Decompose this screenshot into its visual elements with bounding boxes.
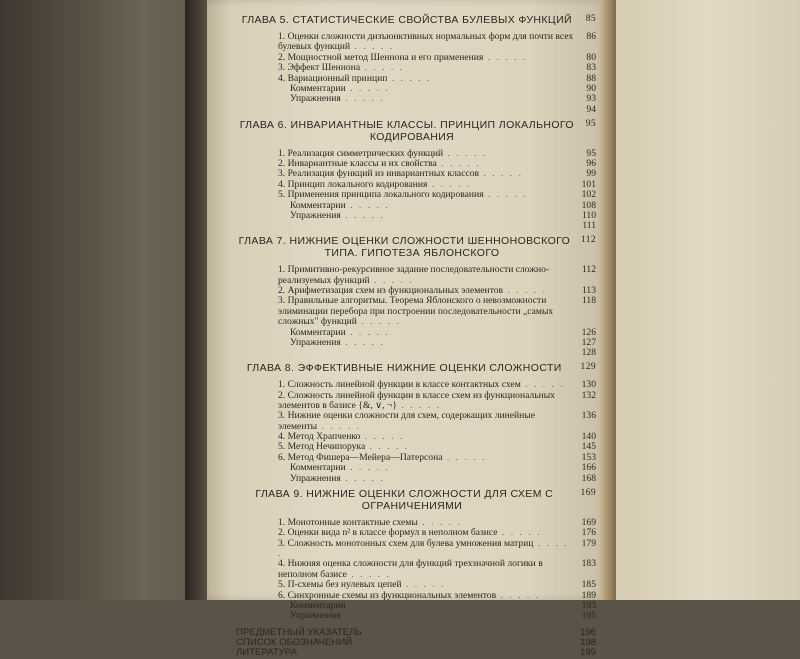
toc-end-page	[228, 348, 596, 358]
toc-entry-page: 118	[581, 295, 596, 307]
toc-entry	[228, 265, 596, 286]
toc-entry	[228, 453, 596, 463]
toc-entry	[228, 591, 596, 601]
leader-dots: . . . . .	[369, 274, 414, 286]
leader-dots: . . . . .	[296, 647, 344, 659]
leader-dots: . . . . .	[417, 517, 462, 528]
toc-entry-page: 153	[581, 451, 596, 463]
toc-entry-page: 80	[586, 51, 596, 63]
leader-dots: . . . . .	[345, 462, 390, 474]
toc-entry-page: 189	[581, 589, 596, 601]
toc-entry-page: 193	[581, 599, 596, 611]
toc-entry-title: 4. Принцип локального кодирования	[278, 178, 428, 190]
chapter-page-number: 95	[585, 118, 596, 129]
toc-entry-title: Комментарии	[290, 199, 346, 211]
leader-dots: . . . . .	[278, 537, 569, 560]
toc-entry-title: 4. Метод Храпченко	[278, 431, 361, 443]
toc-entry-title: 1. Оценки сложности дизъюнктивных нормальных форм для почти всех булевых функций	[278, 31, 574, 53]
toc-entry-page: 86	[586, 31, 596, 43]
leader-dots: . . . . .	[503, 285, 548, 297]
leader-dots: . . . . .	[340, 336, 385, 348]
toc-entry-page: 169	[581, 517, 596, 528]
toc-entry-title: 6. Синхронные схемы из функциональных элементов	[278, 589, 497, 601]
chapter-block	[228, 362, 596, 484]
toc-entry-page: 112	[581, 264, 596, 276]
toc-entry-page: 96	[586, 158, 596, 170]
chapter-title: ГЛАВА 5. СТАТИСТИЧЕСКИЕ СВОЙСТВА БУЛЕВЫХ ФУНКЦИЙ	[241, 14, 572, 26]
toc-entry-title: 2. Инвариантные классы и их свойства	[278, 158, 437, 170]
toc-entry-title: 4. Вариационный принцип	[278, 72, 388, 84]
toc-entry-title: Упражнения	[290, 472, 341, 484]
back-matter-title: СПИСОК ОБОЗНАЧЕНИЙ	[236, 636, 353, 648]
toc-entry	[228, 463, 596, 473]
chapter-page-number: 129	[580, 362, 596, 373]
chapter-page-number: 169	[580, 487, 596, 498]
chapter-title: ГЛАВА 6. ИНВАРИАНТНЫЕ КЛАССЫ. ПРИНЦИП ЛОКАЛЬНОГО КОДИРОВАНИЯ	[239, 118, 574, 143]
leader-dots: . . . . .	[345, 326, 390, 338]
leader-dots: . . . . .	[346, 568, 391, 580]
toc-entry-page: 95	[586, 147, 596, 159]
toc-entry-title: 1. Сложность линейной функции в классе контактных схем	[278, 379, 521, 391]
chapter-block	[228, 119, 596, 232]
leader-dots: . . . . .	[479, 168, 524, 180]
back-matter-page: 198	[579, 636, 596, 648]
leader-dots: . . . . .	[317, 420, 362, 432]
chapter-block	[228, 14, 596, 115]
leader-dots: . . . . .	[345, 199, 390, 211]
toc-entry	[228, 601, 596, 611]
back-matter-title: ПРЕДМЕТНЫЙ УКАЗАТЕЛЬ	[236, 626, 362, 638]
toc-entry-title: 6. Метод Фишера—Мейера—Патерсона	[278, 451, 443, 463]
toc-entry-title: 2. Мощностной метод Шеннона и его применения	[278, 51, 484, 63]
toc-entry-title: Упражнения	[290, 209, 341, 221]
toc-entry-page: 83	[586, 62, 596, 74]
toc-entry-page: 127	[581, 336, 596, 348]
toc-entry-title: 5. П-схемы без нулевых цепей	[278, 579, 402, 591]
leader-dots: . . . . .	[340, 610, 385, 622]
chapter-heading	[228, 488, 596, 512]
leader-dots: . . . . .	[436, 158, 481, 170]
toc-entry	[228, 611, 596, 621]
toc-entry-title: Комментарии	[290, 599, 346, 611]
toc-entry-title: Упражнения	[290, 610, 341, 622]
toc-entry	[228, 328, 596, 338]
toc-entry-page: 101	[581, 178, 596, 190]
toc-entry-title: 1. Монотонные контактные схемы	[278, 517, 418, 528]
toc-end-page	[228, 105, 596, 115]
toc-entry-page: 183	[581, 558, 596, 570]
chapter-title: ГЛАВА 9. НИЖНИЕ ОЦЕНКИ СЛОЖНОСТИ ДЛЯ СХЕМ С ОГРАНИЧЕНИЯМИ	[255, 487, 554, 512]
toc-entry	[228, 411, 596, 432]
leader-dots: . . . . .	[360, 62, 405, 74]
chapter-title: ГЛАВА 8. ЭФФЕКТИВНЫЕ НИЖНИЕ ОЦЕНКИ СЛОЖНОСТИ	[246, 362, 562, 375]
toc-entry	[228, 539, 596, 560]
toc-entry-title: Упражнения	[290, 93, 341, 105]
toc-entry-page: 94	[586, 103, 596, 115]
book-page-right	[616, 0, 800, 600]
toc-entry-title: Упражнения	[290, 336, 341, 348]
toc-entry	[228, 559, 596, 580]
toc-entry	[228, 94, 596, 104]
toc-entry-title: 1. Примитивно-рекурсивное задание последовательности сложно-реализуемых функций	[278, 264, 550, 286]
leader-dots: . . . . .	[345, 82, 390, 94]
leader-dots: . . . . .	[497, 527, 542, 539]
toc-entry-title: 5. Применения принципа локального кодирования	[278, 189, 484, 201]
toc-entry-page: 132	[581, 389, 596, 401]
leader-dots: . . . . .	[520, 379, 565, 391]
toc-entry-page: 145	[581, 441, 596, 453]
toc-entry-page: 176	[581, 527, 596, 539]
toc-entry-page: 130	[581, 379, 596, 391]
chapter-block	[228, 235, 596, 358]
toc-entry-title: 1. Реализация симметрических функций	[278, 147, 444, 159]
toc-entry-title: 5. Метод Нечипорука	[278, 441, 366, 453]
toc-entry	[228, 201, 596, 211]
leader-dots: . . . . .	[387, 72, 432, 84]
leader-dots: . . . . .	[396, 400, 441, 411]
toc-entry-page: 93	[586, 93, 596, 105]
leader-dots: . . . . .	[350, 41, 395, 53]
toc-entry-page: 108	[581, 199, 596, 211]
chapter-page-number: 85	[585, 14, 596, 24]
toc-entry-title: 3. Правильные алгоритмы. Теорема Яблонского о невозможности элиминации перебора при построении последовательности „самых сложных" функций	[278, 295, 554, 328]
toc-entry-page: 140	[581, 431, 596, 443]
chapter-title: ГЛАВА 7. НИЖНИЕ ОЦЕНКИ СЛОЖНОСТИ ШЕННОНОВСКОГО ТИПА. ГИПОТЕЗА ЯБЛОНСКОГО	[238, 235, 571, 260]
toc-entry-title: 2. Сложность линейной функции в классе схем из функциональных элементов в базисе {&, ∨, ¬}	[278, 389, 555, 411]
leader-dots: . . . . .	[443, 147, 488, 159]
leader-dots: . . . . .	[365, 441, 410, 453]
back-matter-entry	[228, 648, 596, 658]
leader-dots: . . . . .	[427, 178, 472, 190]
toc-entry-page: 110	[581, 209, 596, 221]
chapter-page-number: 112	[580, 235, 596, 246]
leader-dots: . . . . .	[483, 51, 528, 63]
leader-dots: . . . . .	[483, 189, 528, 201]
leader-dots: . . . . .	[360, 431, 405, 443]
chapter-heading	[228, 14, 596, 26]
table-of-contents	[228, 12, 596, 659]
toc-entry	[228, 32, 596, 53]
toc-entry	[228, 74, 596, 84]
leader-dots: . . . . .	[340, 209, 385, 221]
toc-entry-title: 3. Реализация функций из инвариантных классов	[278, 168, 480, 180]
toc-entry-title: Комментарии	[290, 82, 346, 94]
toc-entry-title: 2. Арифметизация схем из функциональных элементов	[278, 285, 504, 297]
back-matter	[228, 628, 596, 659]
toc-entry-page: 126	[581, 326, 596, 338]
toc-entry-page: 185	[581, 579, 596, 591]
back-matter-title: ЛИТЕРАТУРА	[236, 647, 297, 659]
toc-entry	[228, 338, 596, 348]
leader-dots: . . . . .	[361, 626, 409, 638]
toc-entry	[228, 190, 596, 200]
leader-dots: . . . . .	[356, 316, 401, 328]
chapter-heading	[228, 362, 596, 374]
leader-dots: . . . . .	[496, 589, 541, 601]
toc-entry-page: 179	[581, 537, 596, 549]
chapter-block	[228, 488, 596, 622]
leader-dots: . . . . .	[340, 472, 385, 484]
toc-entry-title: 3. Эффект Шеннона	[278, 62, 361, 74]
toc-entry-title: 3. Сложность монотонных схем для булева умножения матриц	[278, 537, 534, 549]
toc-entry-title: Комментарии	[290, 462, 346, 474]
toc-entry-page: 111	[582, 220, 596, 232]
toc-entry-page: 88	[586, 72, 596, 84]
toc-entry-page: 102	[581, 189, 596, 201]
back-matter-page: 199	[579, 647, 596, 659]
toc-entry-page: 166	[581, 462, 596, 474]
toc-entry-title: Комментарии	[290, 326, 346, 338]
toc-entry-page: 168	[581, 472, 596, 484]
toc-entry	[228, 474, 596, 484]
toc-entry-page: 99	[586, 168, 596, 180]
toc-entry	[228, 211, 596, 221]
toc-entry-title: 3. Нижние оценки сложности для схем, содержащих линейные элементы	[278, 410, 536, 432]
toc-entry	[228, 296, 596, 327]
toc-entry-page: 195	[581, 610, 596, 622]
leader-dots: . . . . .	[352, 636, 399, 648]
toc-entry-title: 2. Оценки вида n² в классе формул в неполном базисе	[278, 527, 498, 539]
toc-entry-page: 128	[581, 347, 596, 359]
toc-entry-title: 4. Нижняя оценка сложности для функций трехзначной логики в неполном базисе	[278, 558, 543, 580]
chapter-heading	[228, 235, 596, 259]
chapter-heading	[228, 119, 596, 143]
page-edges	[600, 0, 616, 600]
toc-entry	[228, 391, 596, 412]
back-matter-page: 196	[579, 626, 596, 638]
leader-dots: . . . . .	[401, 579, 446, 591]
toc-entry-page: 113	[581, 285, 596, 297]
toc-entry-page: 90	[586, 82, 596, 94]
toc-end-page	[228, 221, 596, 231]
toc-entry-page: 136	[581, 410, 596, 422]
toc-entry	[228, 84, 596, 94]
leader-dots: . . . . .	[442, 451, 487, 463]
leader-dots: . . . . .	[345, 599, 390, 611]
leader-dots: . . . . .	[340, 93, 385, 105]
